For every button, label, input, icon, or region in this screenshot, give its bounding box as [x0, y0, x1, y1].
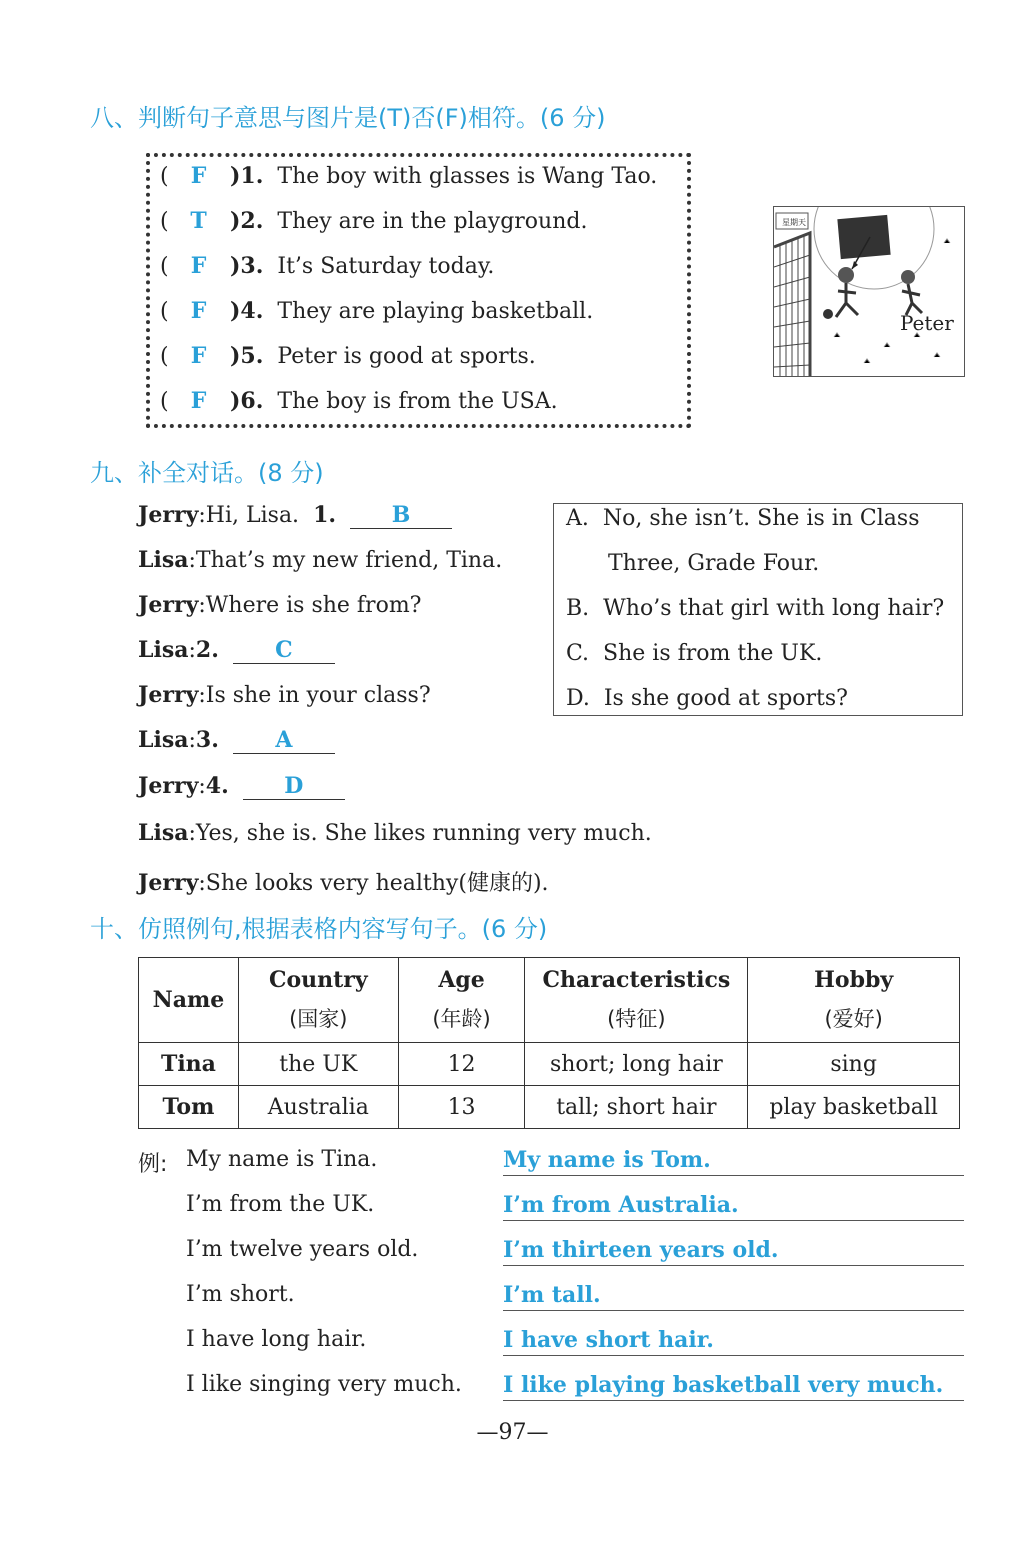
header-characteristics	[525, 958, 748, 1043]
tf-answer-4[interactable]: F	[190, 298, 207, 324]
dialogue-line-2	[138, 547, 502, 573]
option-c	[566, 641, 822, 666]
answer-text-2: I’m from Australia.	[503, 1192, 739, 1218]
speaker: Jerry	[138, 870, 199, 896]
dialogue-line-4	[138, 637, 335, 664]
example-left-5: I have long hair.	[186, 1327, 367, 1352]
table-row	[139, 1086, 960, 1129]
tf-text-5: Peter is good at sports.	[277, 344, 536, 369]
tf-answer-1[interactable]: F	[190, 163, 207, 189]
answer-line-5[interactable]	[503, 1327, 964, 1356]
header-cn: (年龄)	[432, 1007, 491, 1031]
tf-number-6: )6.	[230, 388, 264, 414]
table-cell: 13	[398, 1086, 525, 1129]
true-false-box	[146, 153, 691, 428]
header-age	[398, 958, 525, 1043]
speaker: Lisa	[138, 637, 189, 663]
option-d	[566, 686, 848, 711]
example-left-2: I’m from the UK.	[186, 1192, 375, 1217]
dialogue-text: Hi, Lisa.	[205, 503, 300, 528]
option-a	[566, 506, 920, 531]
dialogue-line-9	[138, 866, 549, 897]
header-en: Country	[268, 967, 368, 993]
sep: :	[198, 503, 206, 528]
table-header-row	[139, 958, 960, 1043]
dialogue-text: That’s my new friend, Tina.	[195, 548, 503, 573]
tf-text-6: The boy is from the USA.	[277, 389, 558, 414]
tf-answer-3[interactable]: F	[190, 253, 207, 279]
answer-blank-4[interactable]: D	[243, 773, 345, 800]
tf-number-1: )1.	[230, 163, 264, 189]
table-cell: tall; short hair	[525, 1086, 748, 1129]
answer-text-6: I like playing basketball very much.	[503, 1372, 944, 1398]
sep: :	[188, 821, 196, 846]
option-b	[566, 596, 944, 621]
blank-number-3: 3.	[195, 727, 219, 753]
answer-line-3[interactable]	[503, 1237, 964, 1266]
tf-item-5	[160, 343, 536, 369]
speaker: Jerry	[138, 773, 199, 799]
option-a-continued: Three, Grade Four.	[608, 551, 820, 576]
option-letter: C.	[566, 641, 590, 666]
option-letter: A.	[566, 506, 589, 531]
header-name	[139, 958, 239, 1043]
blank-number-1: 1.	[313, 502, 337, 528]
answer-line-4[interactable]	[503, 1282, 964, 1311]
option-text: No, she isn’t. She is in Class	[602, 506, 920, 531]
tf-text-4: They are playing basketball.	[277, 299, 594, 324]
table-cell: Australia	[238, 1086, 398, 1129]
table-cell: the UK	[238, 1043, 398, 1086]
dialogue-text: Yes, she is. She likes running very much.	[195, 821, 652, 846]
peter-label: Peter	[900, 311, 954, 335]
table-cell: short; long hair	[525, 1043, 748, 1086]
answer-blank-1[interactable]: B	[350, 502, 452, 529]
table-cell: sing	[748, 1043, 960, 1086]
header-country	[238, 958, 398, 1043]
example-left-3: I’m twelve years old.	[186, 1237, 419, 1262]
example-left-4: I’m short.	[186, 1282, 295, 1307]
dialogue-text: Where is she from?	[205, 593, 422, 618]
header-en: Age	[438, 967, 485, 993]
dialogue-line-1	[138, 502, 452, 529]
sep: :	[198, 593, 206, 618]
tf-text-2: They are in the playground.	[277, 209, 588, 234]
example-label: 例:	[138, 1152, 168, 1177]
open-paren: (	[160, 299, 169, 324]
answer-text-5: I have short hair.	[503, 1327, 714, 1353]
tf-number-2: )2.	[230, 208, 264, 234]
sep: :	[188, 728, 196, 753]
answer-text-1: My name is Tom.	[503, 1147, 711, 1173]
speaker: Jerry	[138, 592, 199, 618]
header-en: Characteristics	[542, 967, 731, 993]
sep: :	[198, 683, 206, 708]
dialogue-line-8	[138, 820, 652, 846]
playground-illustration	[773, 206, 965, 377]
tf-answer-6[interactable]: F	[190, 388, 207, 414]
table-cell: Tom	[139, 1086, 239, 1129]
dialogue-line-3	[138, 592, 421, 618]
dialogue-line-5	[138, 682, 431, 708]
table-cell: play basketball	[748, 1086, 960, 1129]
table-cell: 12	[398, 1043, 525, 1086]
answer-line-2[interactable]	[503, 1192, 964, 1221]
example-left-6: I like singing very much.	[186, 1372, 462, 1397]
board-label: 星期天	[782, 218, 806, 227]
info-table	[138, 957, 960, 1129]
page-number: —97—	[476, 1420, 549, 1445]
tf-answer-2[interactable]: T	[190, 208, 207, 234]
dialogue-line-6	[138, 727, 335, 754]
answer-line-6[interactable]	[503, 1372, 964, 1401]
answer-blank-2[interactable]: C	[233, 637, 335, 664]
tf-number-3: )3.	[230, 253, 264, 279]
speaker: Lisa	[138, 727, 189, 753]
example-left-1: My name is Tina.	[186, 1147, 378, 1172]
speaker: Jerry	[138, 682, 199, 708]
speaker: Jerry	[138, 502, 199, 528]
header-en: Hobby	[814, 967, 894, 993]
tf-item-3	[160, 253, 494, 279]
section-8-heading: 八、判断句子意思与图片是(T)否(F)相符。(6 分)	[90, 104, 606, 132]
header-cn: (爱好)	[824, 1007, 883, 1031]
section-10-heading: 十、仿照例句,根据表格内容写句子。(6 分)	[90, 915, 548, 943]
tf-item-2	[160, 208, 587, 234]
answer-text-3: I’m thirteen years old.	[503, 1237, 779, 1263]
open-paren: (	[160, 389, 169, 414]
blank-number-4: 4.	[205, 773, 229, 799]
open-paren: (	[160, 344, 169, 369]
tf-text-3: It’s Saturday today.	[277, 254, 495, 279]
answer-text-4: I’m tall.	[503, 1282, 601, 1308]
tf-item-6	[160, 388, 558, 414]
tf-text-1: The boy with glasses is Wang Tao.	[277, 164, 658, 189]
option-letter: D.	[566, 686, 590, 711]
sep: :	[198, 871, 206, 896]
open-paren: (	[160, 254, 169, 279]
soccer-scene-icon	[774, 207, 965, 377]
tf-item-1	[160, 163, 657, 189]
answer-blank-3[interactable]: A	[233, 727, 335, 754]
header-hobby	[748, 958, 960, 1043]
header-en: Name	[152, 987, 225, 1013]
dialogue-text: She looks very healthy(健康的).	[205, 871, 549, 896]
speaker: Lisa	[138, 547, 189, 573]
option-text: Is she good at sports?	[603, 686, 848, 711]
tf-item-4	[160, 298, 593, 324]
answer-line-1[interactable]	[503, 1147, 964, 1176]
tf-answer-5[interactable]: F	[190, 343, 207, 369]
option-text: Who’s that girl with long hair?	[603, 596, 945, 621]
dialogue-text: Is she in your class?	[205, 683, 431, 708]
table-row	[139, 1043, 960, 1086]
sep: :	[188, 548, 196, 573]
option-text: She is from the UK.	[603, 641, 823, 666]
header-cn: (特征)	[607, 1007, 666, 1031]
blank-number-2: 2.	[195, 637, 219, 663]
open-paren: (	[160, 164, 169, 189]
table-cell: Tina	[139, 1043, 239, 1086]
open-paren: (	[160, 209, 169, 234]
tf-number-4: )4.	[230, 298, 264, 324]
dialogue-line-7	[138, 773, 345, 800]
option-letter: B.	[566, 596, 590, 621]
section-9-heading: 九、补全对话。(8 分)	[90, 459, 324, 487]
header-cn: (国家)	[289, 1007, 348, 1031]
sep: :	[188, 638, 196, 663]
speaker: Lisa	[138, 820, 189, 846]
sep: :	[198, 774, 206, 799]
tf-number-5: )5.	[230, 343, 264, 369]
